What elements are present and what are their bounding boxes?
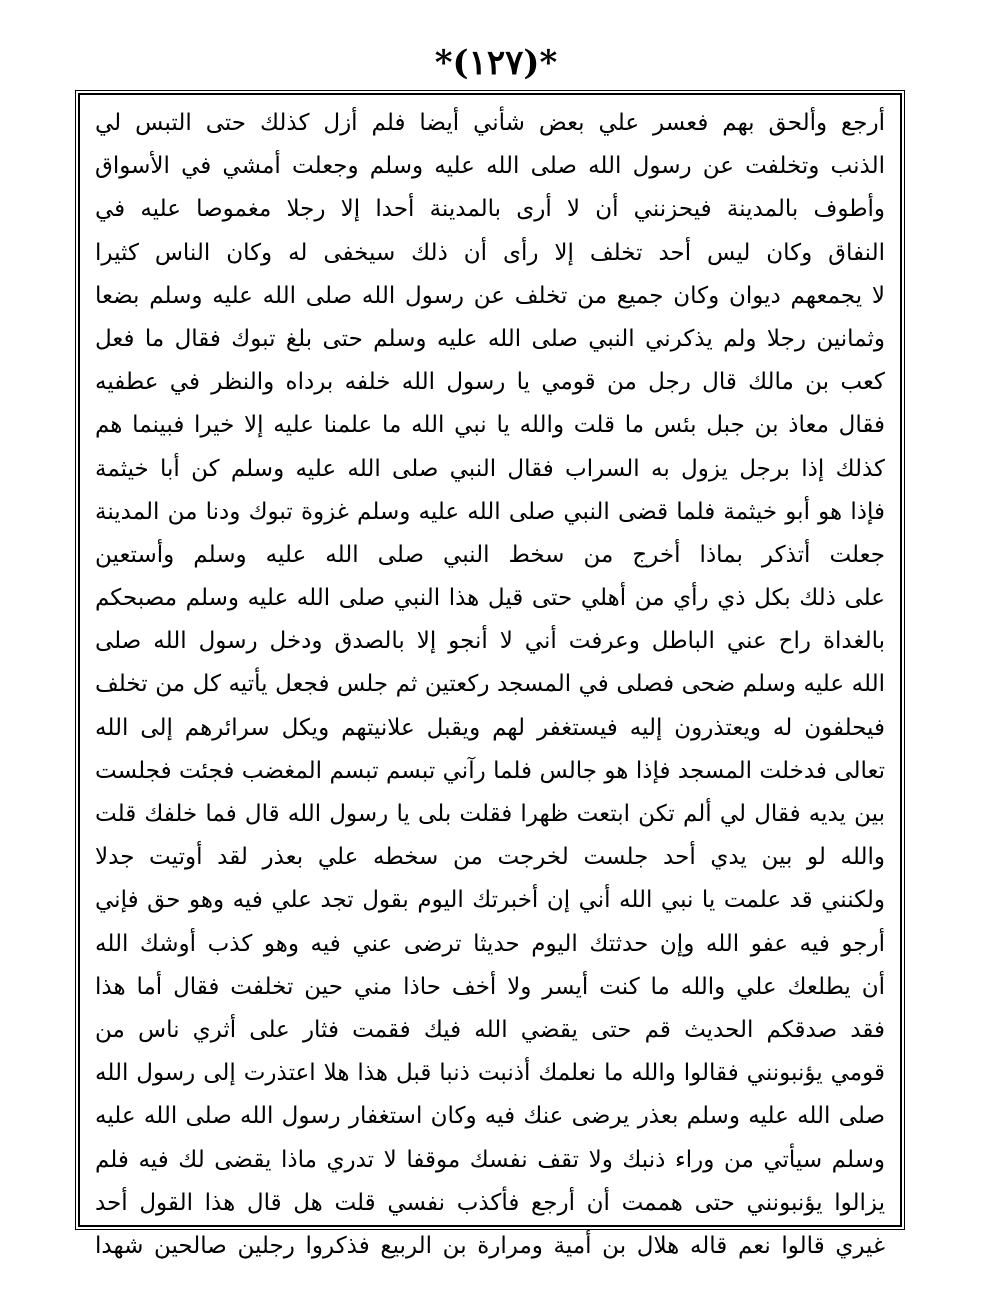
text-body [95, 102, 885, 1259]
text-line: بالغداة راح عني الباطل وعرفت أني لا أنجو إلا بالصدق ودخل رسول الله صلى [95, 628, 885, 655]
text-line: وأطوف بالمدينة فيحزنني أن لا أرى بالمدينة أحدا إلا رجلا مغموصا عليه في [95, 196, 885, 223]
text-line: فإذا هو أبو خيثمة فلما قضى النبي صلى الله عليه وسلم غزوة تبوك ودنا من المدينة [95, 498, 885, 525]
text-line: قومي يؤنبونني فقالوا والله ما نعلمك أذنبت ذنبا قبل هذا هلا اعتذرت إلى رسول الله [95, 1060, 885, 1087]
text-line: أرجع وألحق بهم فعسر علي بعض شأني أيضا فلم أزل كذلك حتى التبس لي [95, 110, 885, 136]
text-line: صلى الله عليه وسلم بعذر يرضى عنك فيه وكان استغفار رسول الله صلى الله عليه [95, 1103, 885, 1130]
text-line: النفاق وكان ليس أحد تخلف إلا رأى أن ذلك سيخفى له وكان الناس كثيرا [95, 239, 885, 266]
text-line: يزالوا يؤنبونني حتى هممت أن أرجع فأكذب نفسي قلت هل قال هذا القول أحد [95, 1189, 885, 1216]
text-line: الذنب وتخلفت عن رسول الله صلى الله عليه وسلم وجعلت أمشي في الأسواق [95, 153, 885, 180]
text-line: تعالى فدخلت المسجد فإذا هو جالس فلما رآني تبسم تبسم المغضب فجئت فجلست [95, 757, 885, 784]
text-line: جعلت أتذكر بماذا أخرج من سخط النبي صلى الله عليه وسلم وأستعين [95, 541, 885, 568]
text-line: ولكنني قد علمت يا نبي الله أني إن أخبرتك اليوم بقول تجد علي فيه وهو حق فإني [95, 887, 885, 914]
text-line: على ذلك بكل ذي رأي من أهلي حتى قيل هذا النبي صلى الله عليه وسلم مصبحكم [95, 585, 885, 612]
text-line: كذلك إذا برجل يزول به السراب فقال النبي صلى الله عليه وسلم كن أبا خيثمة [95, 455, 885, 482]
text-line: لا يجمعهم ديوان وكان جميع من تخلف عن رسول الله صلى الله عليه وسلم بضعا [95, 282, 885, 309]
text-line: والله لو بين يدي أحد جلست لخرجت من سخطه علي بعذر لقد أوتيت جدلا [95, 844, 885, 871]
text-line: أن يطلعك علي والله ما كنت أيسر ولا أخف حاذا مني حين تخلفت فقال أما هذا [95, 973, 885, 1000]
text-line: فيحلفون له ويعتذرون إليه فيستغفر لهم ويقبل علانيتهم ويكل سرائرهم إلى الله [95, 714, 885, 741]
page-number: *(١٢٧)* [434, 43, 558, 83]
text-line: وثمانين رجلا ولم يذكرني النبي صلى الله عليه وسلم حتى بلغ تبوك فقال ما فعل [95, 325, 885, 352]
text-line: بين يديه فقال لي ألم تكن ابتعت ظهرا فقلت بلى يا رسول الله قال فما خلفك قلت [95, 801, 885, 827]
text-line: غيري قالوا نعم قاله هلال بن أمية ومرارة بن الربيع فذكروا رجلين صالحين شهدا [95, 1232, 885, 1259]
text-line: أرجو فيه عفو الله وإن حدثتك اليوم حديثا ترضى عني فيه وهو كذب أوشك الله [95, 930, 885, 957]
text-line: وسلم سيأتي من وراء ذنبك ولا تقف نفسك موقفا لا تدري ماذا يقضى لك فيه فلم [95, 1146, 885, 1173]
text-line: كعب بن مالك قال رجل من قومي يا رسول الله خلفه برداه والنظر في عطفيه [95, 369, 885, 396]
text-line: الله عليه وسلم ضحى فصلى في المسجد ركعتين ثم جلس فجعل يأتيه كل من تخلف [95, 671, 885, 698]
text-line: فقد صدقكم الحديث قم حتى يقضي الله فيك فقمت فثار على أثري ناس من [95, 1016, 885, 1043]
text-line: فقال معاذ بن جبل بئس ما قلت والله يا نبي الله ما علمنا عليه إلا خيرا فبينما هم [95, 412, 885, 439]
